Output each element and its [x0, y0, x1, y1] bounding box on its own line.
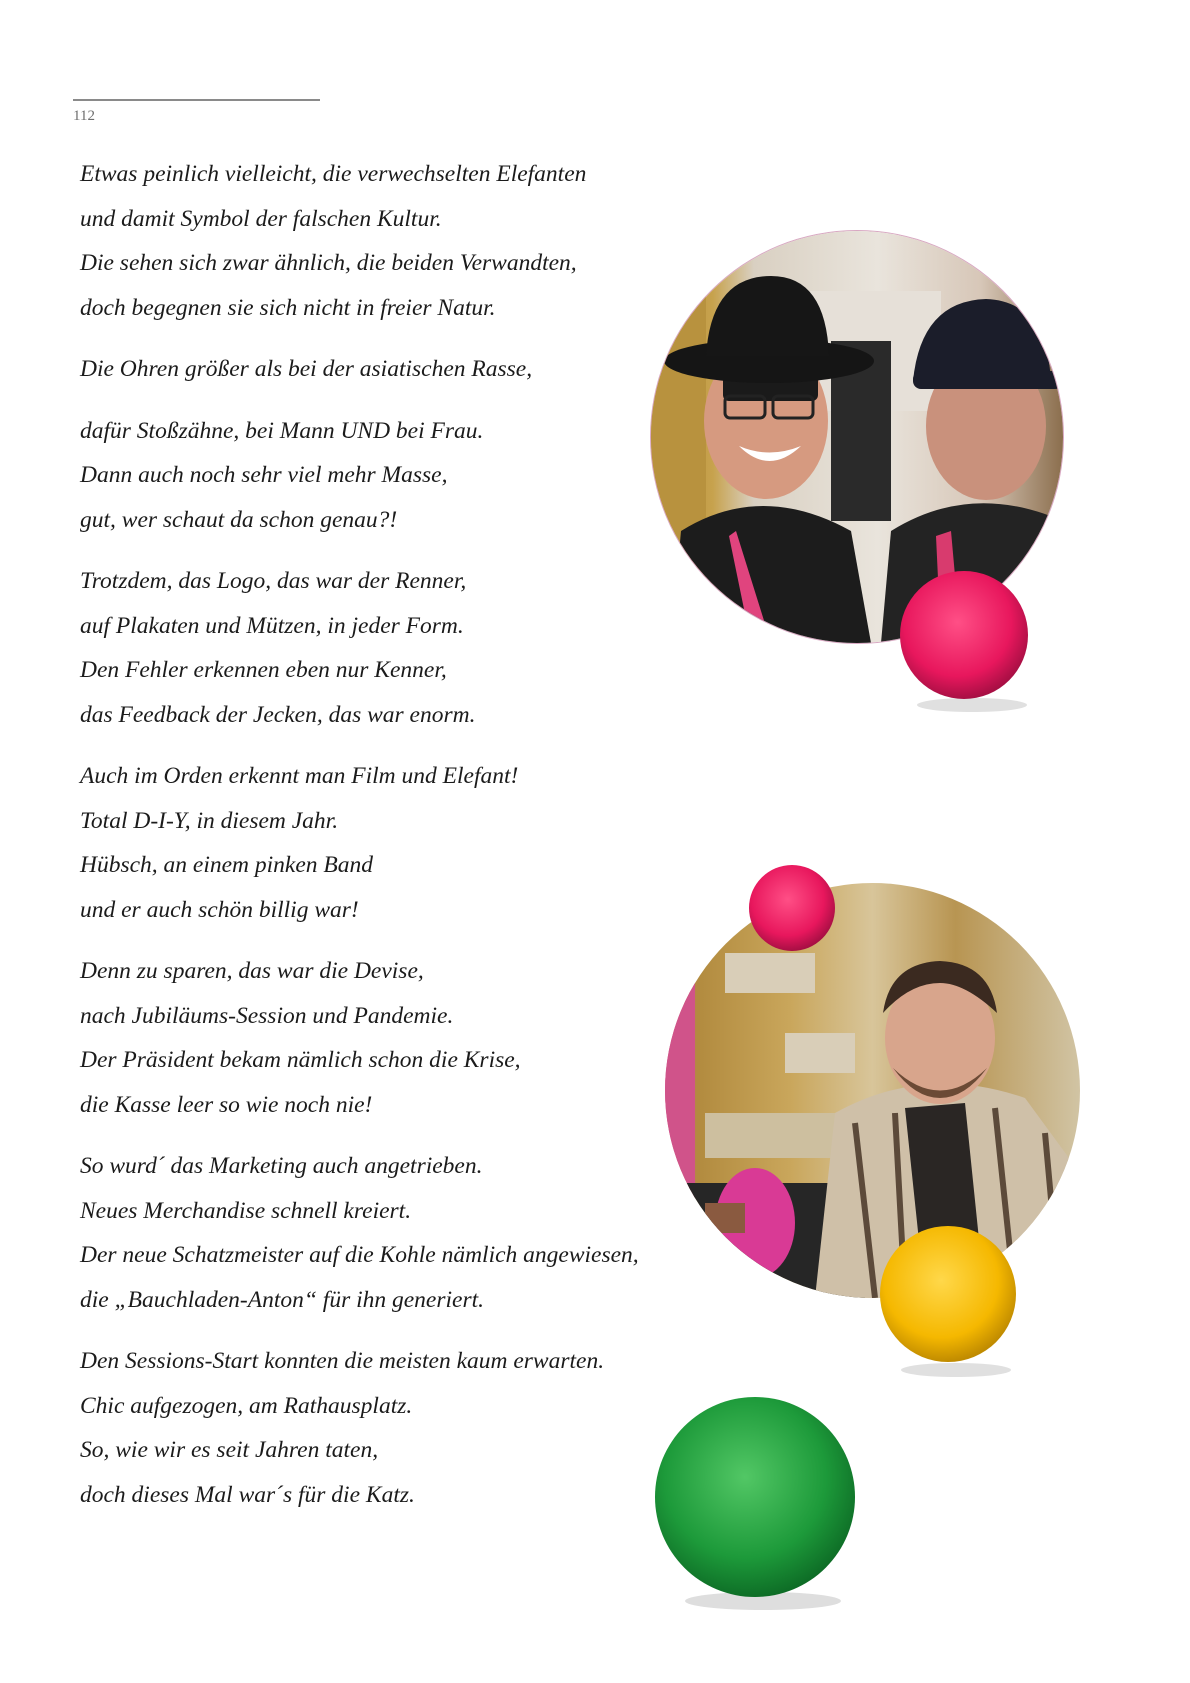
yellow-pompom: [868, 1222, 1028, 1380]
poem-line: dafür Stoßzähne, bei Mann UND bei Frau.: [80, 417, 484, 444]
poem-line: Denn zu sparen, das war die Devise,: [80, 958, 424, 984]
poem-line: das Feedback der Jecken, das war enorm.: [80, 701, 476, 728]
poem-line: Den Fehler erkennen eben nur Kenner,: [80, 657, 447, 683]
poem-line: So wurd´ das Marketing auch angetrieben.: [80, 1153, 483, 1179]
poem-stanza: [80, 949, 720, 1127]
poem-line: Etwas peinlich vielleicht, die verwechselten Elefanten: [80, 161, 587, 187]
poem-line: Neues Merchandise schnell kreiert.: [80, 1197, 412, 1224]
page-number: 112: [73, 108, 95, 124]
poem-line: die Kasse leer so wie noch nie!: [80, 1091, 373, 1118]
poem-line: Trotzdem, das Logo, das war der Renner,: [80, 568, 467, 594]
green-pompom: [653, 1395, 863, 1615]
poem-stanza: [80, 559, 720, 737]
header-rule: [73, 99, 320, 101]
poem-stanza: [80, 1144, 720, 1322]
pink-pompom-large: [884, 567, 1044, 717]
poem-line: Die sehen sich zwar ähnlich, die beiden Verwandten,: [80, 250, 577, 276]
poem-stanza: [80, 754, 720, 932]
poem-stanza: [80, 1339, 720, 1517]
poem-line: Die Ohren größer als bei der asiatischen Rasse,: [80, 356, 533, 382]
poem-line: Der neue Schatzmeister auf die Kohle nämlich angewiesen,: [80, 1242, 639, 1268]
poem-line: und damit Symbol der falschen Kultur.: [80, 205, 442, 232]
poem-line: Der Präsident bekam nämlich schon die Krise,: [80, 1047, 521, 1073]
poem-line: doch begegnen sie sich nicht in freier Natur.: [80, 294, 496, 321]
poem-line: Hübsch, an einem pinken Band: [80, 852, 374, 878]
poem-line: die „Bauchladen-Anton“ für ihn generiert.: [80, 1286, 485, 1313]
poem-line: doch dieses Mal war´s für die Katz.: [80, 1481, 415, 1508]
poem-line: Total D-I-Y, in diesem Jahr.: [80, 807, 339, 834]
poem-line: auf Plakaten und Mützen, in jeder Form.: [80, 612, 464, 639]
poem-stanza: [80, 347, 720, 392]
poem: [80, 152, 720, 1534]
poem-line: gut, wer schaut da schon genau?!: [80, 506, 398, 533]
poem-line: und er auch schön billig war!: [80, 896, 359, 923]
poem-line: Den Sessions-Start konnten die meisten kaum erwarten.: [80, 1348, 605, 1374]
poem-line: nach Jubiläums-Session und Pandemie.: [80, 1002, 454, 1029]
poem-line: Auch im Orden erkennt man Film und Elefant!: [80, 763, 519, 789]
poem-stanza: [80, 409, 720, 543]
poem-line: Chic aufgezogen, am Rathausplatz.: [80, 1392, 413, 1419]
poem-line: Dann auch noch sehr viel mehr Masse,: [80, 462, 448, 488]
poem-stanza: [80, 152, 720, 330]
pink-pompom-small: [744, 862, 840, 958]
poem-line: So, wie wir es seit Jahren taten,: [80, 1437, 379, 1463]
